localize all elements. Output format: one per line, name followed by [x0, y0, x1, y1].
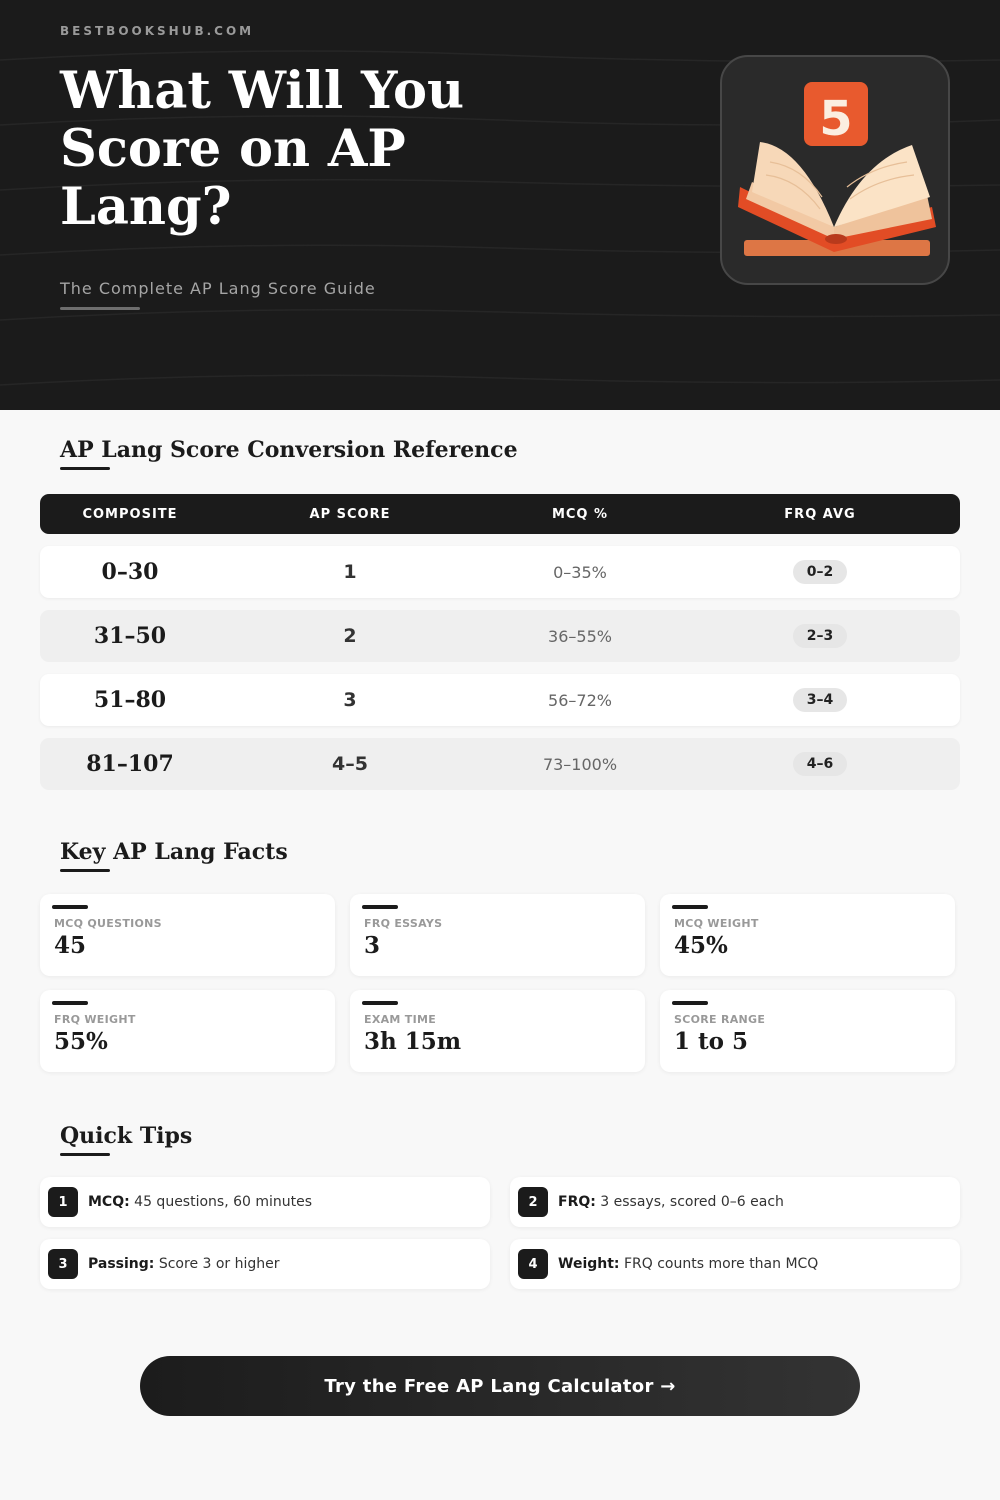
ap-score-cell: 1 — [343, 561, 357, 583]
section-underline — [60, 1153, 110, 1156]
fact-value: 55% — [54, 1028, 108, 1055]
calculator-cta-button[interactable]: Try the Free AP Lang Calculator → — [140, 1356, 860, 1416]
fact-card-mcq-weight — [660, 894, 955, 976]
fact-value: 45 — [54, 932, 87, 959]
tip-item — [40, 1177, 490, 1227]
tip-item — [510, 1239, 960, 1289]
composite-cell: 31–50 — [93, 623, 167, 649]
fact-card-score-range — [660, 990, 955, 1072]
fact-label: FRQ WEIGHT — [54, 1013, 136, 1026]
tip-label: MCQ: — [88, 1194, 130, 1210]
svg-text:5: 5 — [819, 91, 853, 147]
column-header-mcq: MCQ % — [551, 506, 609, 522]
table-row — [40, 546, 960, 598]
fact-label: MCQ QUESTIONS — [54, 917, 162, 930]
ap-score-cell: 2 — [343, 625, 357, 647]
card-accent-bar — [362, 905, 398, 909]
mcq-cell: 56–72% — [548, 690, 612, 710]
fact-value: 3 — [364, 932, 381, 959]
composite-cell: 0–30 — [101, 559, 159, 585]
fact-value: 45% — [674, 932, 728, 959]
tips-section-title: Quick Tips — [60, 1123, 193, 1149]
card-accent-bar — [672, 905, 708, 909]
tip-label: Passing: — [88, 1256, 155, 1272]
frq-badge: 2–3 — [793, 624, 847, 648]
ap-score-cell: 3 — [343, 689, 357, 711]
tip-number-badge: 4 — [518, 1249, 548, 1279]
column-header-ap-score: AP SCORE — [309, 506, 391, 522]
table-row — [40, 674, 960, 726]
fact-label: EXAM TIME — [364, 1013, 437, 1026]
fact-card-frq-essays — [350, 894, 645, 976]
tip-item — [40, 1239, 490, 1289]
composite-cell: 51–80 — [93, 687, 167, 713]
section-underline — [60, 869, 110, 872]
subtitle-underline — [60, 307, 140, 310]
table-row — [40, 738, 960, 790]
mcq-cell: 73–100% — [542, 754, 618, 774]
table-row — [40, 610, 960, 662]
card-accent-bar — [52, 905, 88, 909]
column-header-composite: COMPOSITE — [82, 506, 178, 522]
tip-number-badge: 2 — [518, 1187, 548, 1217]
tip-text: FRQ counts more than MCQ — [619, 1256, 819, 1272]
conversion-table-header — [40, 494, 960, 534]
frq-badge: 3–4 — [793, 688, 847, 712]
tip-text: 45 questions, 60 minutes — [129, 1194, 313, 1210]
page-subtitle: The Complete AP Lang Score Guide — [60, 279, 376, 298]
fact-card-frq-weight — [40, 990, 335, 1072]
page-title: What Will You Score on AP Lang? — [60, 61, 465, 237]
mcq-cell: 36–55% — [548, 626, 612, 646]
card-accent-bar — [672, 1001, 708, 1005]
tip-text: Score 3 or higher — [154, 1256, 280, 1272]
tip-text: 3 essays, scored 0–6 each — [595, 1194, 784, 1210]
tip-item — [510, 1177, 960, 1227]
mcq-cell: 0–35% — [553, 562, 607, 582]
column-header-frq: FRQ AVG — [784, 506, 856, 522]
open-book-score-icon — [720, 55, 950, 285]
section-underline — [60, 467, 110, 470]
fact-card-exam-time — [350, 990, 645, 1072]
tip-number-badge: 3 — [48, 1249, 78, 1279]
tip-label: FRQ: — [558, 1194, 596, 1210]
site-name: BESTBOOKSHUB.COM — [60, 24, 255, 38]
facts-section-title: Key AP Lang Facts — [60, 839, 288, 865]
composite-cell: 81–107 — [86, 751, 174, 777]
fact-label: FRQ ESSAYS — [364, 917, 443, 930]
conversion-section-title: AP Lang Score Conversion Reference — [60, 437, 518, 463]
hero-banner — [0, 0, 1000, 410]
card-accent-bar — [52, 1001, 88, 1005]
tip-number-badge: 1 — [48, 1187, 78, 1217]
fact-value: 1 to 5 — [674, 1028, 748, 1055]
tip-label: Weight: — [558, 1256, 620, 1272]
frq-badge: 0–2 — [793, 560, 847, 584]
fact-card-mcq-questions — [40, 894, 335, 976]
fact-label: MCQ WEIGHT — [674, 917, 759, 930]
fact-value: 3h 15m — [364, 1028, 462, 1055]
frq-badge: 4–6 — [793, 752, 847, 776]
fact-label: SCORE RANGE — [674, 1013, 766, 1026]
ap-score-cell: 4–5 — [332, 753, 368, 775]
card-accent-bar — [362, 1001, 398, 1005]
